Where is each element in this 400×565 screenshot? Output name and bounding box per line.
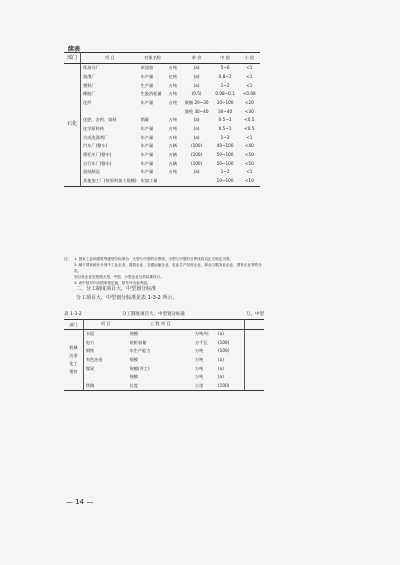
table2-row <box>64 364 264 373</box>
table1-caption: 续表 <box>68 46 81 53</box>
table2-cell <box>172 356 193 365</box>
note-text: 划分各企业应按照大型、中型、小型企业分类标准执行。 <box>74 275 164 279</box>
note-text: 1. 国家工业和建筑等级划分标准为：大型与中型的分界线、小型与中型的分界线均以正文规定为准。 <box>74 257 234 261</box>
table1-cell: <10 <box>244 178 254 184</box>
table2 <box>64 319 264 391</box>
table1-cell: (100) <box>190 143 203 149</box>
table1-cell: 化学原料药 <box>83 126 104 132</box>
notes-label: 注： <box>64 257 72 261</box>
table2-cell: 万吨 <box>194 348 204 354</box>
table1-cell: <50 <box>244 160 254 166</box>
section-text: 分工项目大、中型划分标准见表 1-3-2 所示。 <box>76 295 178 301</box>
table1-row <box>64 64 260 73</box>
table2-header-cell: 项 目 <box>83 320 127 330</box>
table1-row <box>64 90 260 99</box>
table1-cell: 万辆 <box>168 160 177 166</box>
table1-cell: 1~2 <box>220 134 230 140</box>
table2-cell: 规模 <box>129 356 138 362</box>
table2-title: 分工制度项目大、中型划分标准 <box>122 312 185 317</box>
table1-cell: 1~2 <box>220 169 230 175</box>
table1-cell: 30~40 <box>218 108 233 114</box>
table-notes <box>64 256 264 286</box>
table1-cell: 合成洗涤剂厂 <box>83 134 109 140</box>
table2-cell: 煤炭 <box>85 365 95 371</box>
table1-cell: 5~6 <box>220 65 230 71</box>
table1-cell: 生产量 <box>140 82 154 88</box>
table2-cell: 万吨 <box>194 365 204 371</box>
table2-cell <box>244 356 264 365</box>
table2-row <box>64 356 264 365</box>
table2-cell <box>172 347 193 356</box>
table1-cell: 0.5~1 <box>218 126 232 132</box>
table2-cell <box>244 382 264 391</box>
table2-header-cell <box>193 320 216 330</box>
table1-cell: 0.08~0.1 <box>215 91 235 97</box>
page-number: — 14 — <box>66 498 94 506</box>
table1-header-cell: 中 值 <box>212 53 239 64</box>
table2-header-cell <box>216 320 244 330</box>
table1-row <box>64 151 260 160</box>
table1-cell: 其他加工厂(按原料加工规模) <box>83 178 137 184</box>
table2-cell: 规模 <box>129 331 138 337</box>
table1-cell: (100) <box>190 160 203 166</box>
table1-cell: (a) <box>193 73 200 79</box>
table2-cell: 万吨 <box>194 374 204 380</box>
table1-cell: 万吨 <box>168 126 177 132</box>
table1-cell: 50~100 <box>216 152 234 158</box>
table1-cell: <40 <box>244 143 254 149</box>
table2-cell: 装机容量 <box>129 339 147 345</box>
table1-row <box>64 168 260 177</box>
table1-cell: 年产量 <box>140 160 154 166</box>
table1-cell: (a) <box>193 134 200 140</box>
table1-cell: (0.5) <box>191 91 202 97</box>
table2-header-cell <box>244 320 264 330</box>
table1-cell: 橡胶厂 <box>83 91 96 97</box>
table1-row <box>64 99 260 108</box>
table1-cell: <0.5 <box>244 117 255 123</box>
table1-cell: <0.5 <box>244 126 255 132</box>
table1-cell <box>167 107 182 116</box>
table1-cell: 万吨 <box>168 169 177 175</box>
table1-cell: (a) <box>193 82 200 88</box>
table1-cell: (a) <box>193 65 200 71</box>
table1-row <box>64 142 260 151</box>
table1-header-cell: 单 价 <box>182 53 212 64</box>
table1-cell: 汽车厂(整车) <box>83 143 108 149</box>
table1-cell: (a) <box>193 117 200 123</box>
table1-body <box>64 64 260 187</box>
table1 <box>64 52 260 187</box>
table1-group-label: 石化 <box>64 64 81 187</box>
table1-cell: 万吨 <box>168 91 177 97</box>
table1-cell: (a) <box>193 169 200 175</box>
table2-row <box>64 330 264 339</box>
table2-cell <box>244 330 264 339</box>
table2-header-cell: 部门 <box>64 320 83 330</box>
table1-cell: (a) <box>193 126 200 132</box>
table1-cell: 0.5~1 <box>218 117 232 123</box>
note-text: 2. 属于国家统计计划中工业企业、建筑企业、交通运输企业、农业生产经营企业、商业与服务业企业、国有企业等的分类。 <box>74 263 262 273</box>
table1-header-cell: 项 目 <box>81 53 139 64</box>
table1-row <box>64 134 260 143</box>
table2-cell: 万吨 <box>194 356 204 362</box>
table1-cell: <1 <box>246 82 253 88</box>
note-text: 3. 表中括号内为国家规定值，括号外为参考值。 <box>74 281 151 285</box>
table1-cell: 万辆 <box>168 152 177 158</box>
table1-cell <box>139 107 167 116</box>
table1-cell: 摩托车厂(整车) <box>83 152 112 158</box>
table1-header-row <box>64 53 260 64</box>
table1-cell: 年产量 <box>140 99 154 105</box>
table2-cell <box>83 373 127 382</box>
table1-cell: 亿吨 <box>168 73 177 79</box>
table2-group-label: 机械 冶金 化工 建材 <box>64 330 83 391</box>
table1-cell: 自行车厂(整车) <box>83 160 112 166</box>
table2-cell <box>172 364 193 373</box>
table2-cell: (100) <box>218 382 230 388</box>
table2-cell: (a) <box>218 365 224 371</box>
table2-cell <box>172 339 193 348</box>
table2-header-row <box>64 320 264 330</box>
table1-cell: 塑料厂 <box>83 82 96 88</box>
table2-cell: 水泥 <box>85 331 95 337</box>
table1-cell: 化纤 <box>83 99 92 105</box>
table1-cell: 生胶消耗量 <box>140 91 162 97</box>
table1-cell: 万吨 <box>168 134 177 140</box>
table2-cell <box>244 339 264 348</box>
table2-cell <box>172 382 193 391</box>
table1-row <box>64 107 260 116</box>
table1-row <box>64 81 260 90</box>
table1-cell: 万吨 <box>168 99 177 105</box>
table1-cell <box>81 107 139 116</box>
table1-cell: 1~2 <box>220 82 230 88</box>
table1-cell: <20 <box>244 99 254 105</box>
table2-cell: (100) <box>218 339 230 345</box>
table1-cell: 化肥、农药、染料 <box>83 117 117 123</box>
table1-cell: 年产量 <box>140 134 154 140</box>
table1-cell: 销量 <box>140 117 149 123</box>
table2-cell <box>244 364 264 373</box>
table1-cell: 润滑厂 <box>83 73 96 79</box>
table1-cell: 聚酯 20~30 <box>184 99 209 105</box>
table1-header-cell: 小 值 <box>239 53 260 64</box>
table1-cell: 30~100 <box>216 99 234 105</box>
table1-header-cell: 对象名称 <box>139 53 167 64</box>
table1-cell: 炼油分厂 <box>83 65 100 71</box>
table2-cell: 年生产能力 <box>129 348 151 354</box>
table2-header-cell: 工 程 项 目 <box>128 320 193 330</box>
table2-cell: 电力 <box>85 339 95 345</box>
table1-cell: <30 <box>244 108 254 114</box>
table2-cell: 钢铁 <box>85 348 95 354</box>
table1-cell: <50 <box>244 152 254 158</box>
table1-header-cell <box>167 53 182 64</box>
table2-unit: 万、中型 <box>246 312 264 317</box>
table2-cell <box>244 373 264 382</box>
table2-cell: 长度 <box>129 382 138 388</box>
table2-cell <box>172 373 193 382</box>
table2-number: 表 1-3-2 <box>64 312 82 317</box>
table1-cell: 10~100 <box>216 178 234 184</box>
table2-cell: 规模 <box>129 374 138 380</box>
table1-cell: 年产量 <box>140 143 154 149</box>
table1-row <box>64 73 260 82</box>
table1-cell: 年产量 <box>140 126 154 132</box>
table2-row <box>64 382 264 391</box>
table2-cell: (a) <box>218 331 224 337</box>
table1-cell: <1 <box>246 134 253 140</box>
table2-cell <box>172 330 193 339</box>
table2-row <box>64 347 264 356</box>
table1-cell: 年产量 <box>140 73 154 79</box>
table1-cell: 年产量 <box>140 152 154 158</box>
table1-row <box>64 125 260 134</box>
table2-body <box>64 330 264 391</box>
table1-cell: 年加工量 <box>140 178 158 184</box>
table1-cell: 年产量 <box>140 169 154 175</box>
table2-row <box>64 339 264 348</box>
table1-cell: 0.8~1 <box>218 73 232 79</box>
table1-cell: 40~100 <box>216 143 234 149</box>
table1-cell <box>182 177 212 186</box>
table2-cell: (a) <box>218 356 224 362</box>
table2-cell: (100) <box>218 348 230 354</box>
table2-cell: 规模(井工) <box>129 365 150 371</box>
table2-cell: 铁路 <box>85 382 95 388</box>
table1-cell: 万辆 <box>168 143 177 149</box>
table1-row <box>64 177 260 186</box>
table1-cell: <0.08 <box>242 91 256 97</box>
table2-cell: 万千瓦 <box>194 339 208 345</box>
table1-cell: 万吨 <box>168 82 177 88</box>
table1-cell: (100) <box>190 152 203 158</box>
table1-cell: <1 <box>246 169 253 175</box>
table2-cell: (a) <box>218 374 224 380</box>
section-heading: 二、分工制度项目大、中型划分标准 <box>76 286 157 292</box>
table2-cell: 万吨/年 <box>194 331 209 337</box>
table1-cell: 造纸制品 <box>83 169 100 175</box>
table1-cell: <1 <box>246 65 253 71</box>
table1-row <box>64 160 260 169</box>
table1-cell: 50~100 <box>216 160 234 166</box>
table1-cell: <1 <box>246 73 253 79</box>
table1-header-cell: 部门 <box>64 53 81 64</box>
note-line <box>64 262 264 274</box>
table1-row <box>64 116 260 125</box>
table2-cell: 公里 <box>194 382 204 388</box>
table2-row <box>64 373 264 382</box>
table2-cell: 有色冶金 <box>85 356 103 362</box>
table1-cell: 万吨 <box>168 65 177 71</box>
table1-cell: 原油加 <box>140 65 154 71</box>
table1-cell <box>167 177 182 186</box>
table1-cell: 万吨 <box>168 117 177 123</box>
table2-cell <box>244 347 264 356</box>
table1-cell: 涤纶 30~40 <box>184 108 209 114</box>
